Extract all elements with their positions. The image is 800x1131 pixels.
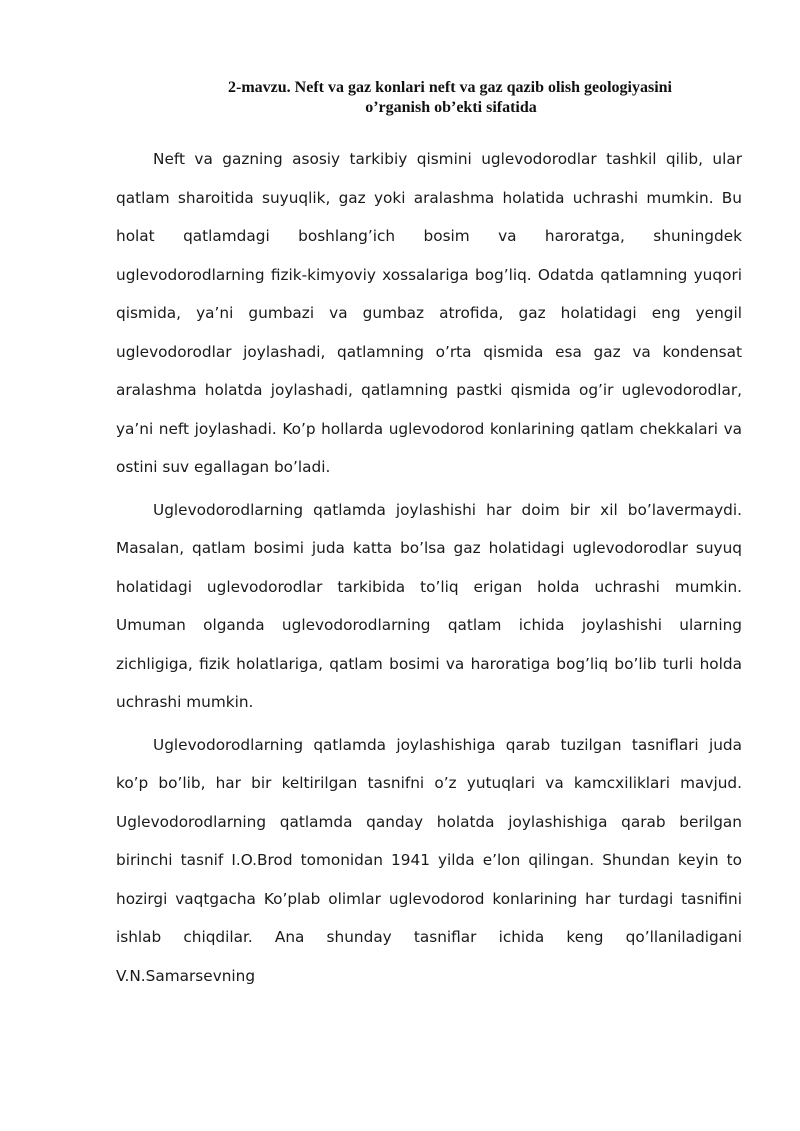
title-line-1: 2-mavzu. Neft va gaz konlari neft va gaz qazib olish geologiyasini: [228, 79, 672, 96]
paragraph-2: Uglevodorodlarning qatlamda joylashishi har doim bir xil bo’lavermaydi. Masalan, qatlam bosimi juda katta bo’lsa gaz holatidagi uglevodorodlar suyuq holatidagi uglevodorodlar tarkibida to’liq erigan holda uchrashi mumkin. Umuman olganda uglevodorodlarning qatlam ichida joylashishi ularning zichligiga, fizik holatlariga, qatlam bosimi va haroratiga bog’liq bo’lib turli holda uchrashi mumkin.: [116, 500, 742, 711]
paragraph-1: Neft va gazning asosiy tarkibiy qismini uglevodorodlar tashkil qilib, ular qatlam sharoitida suyuqlik, gaz yoki aralashma holatida uchrashi mumkin. Bu holat qatlamdagi boshlang’ich bosim va haroratga, shuningdek uglevodorodlarning fizik-kimyoviy xossalariga bog’liq. Odatda qatlamning yuqori qismida, ya’ni gumbazi va gumbaz atrofida, gaz holatidagi eng yengil uglevodorodlar joylashadi, qatlamning o’rta qismida esa gaz va kondensat aralashma holatda joylashadi, qatlamning pastki qismida og’ir uglevodorodlar, ya’ni neft joylashadi. Ko’p hollarda uglevodorod konlarining qatlam chekkalari va ostini suv egallagan bo’ladi.: [116, 150, 742, 476]
title-line-2: o’rganish ob’ekti sifatida: [365, 99, 537, 116]
document-body: [116, 140, 742, 995]
page-title: [100, 78, 800, 118]
paragraph-3: Uglevodorodlarning qatlamda joylashishiga qarab tuzilgan tasniflari juda ko’p bo’lib, har bir keltirilgan tasnifni o’z yutuqlari va kamcxiliklari mavjud. Uglevodorodlarning qatlamda qanday holatda joylashishiga qarab berilgan birinchi tasnif I.O.Brod tomonidan 1941 yilda e’lon qilingan. Shundan keyin to hozirgi vaqtgacha Ko’plab olimlar uglevodorod konlarining har turdagi tasnifini ishlab chiqdilar. Ana shunday tasniflar ichida keng qo’llaniladigani V.N.Samarsevning: [116, 735, 742, 985]
